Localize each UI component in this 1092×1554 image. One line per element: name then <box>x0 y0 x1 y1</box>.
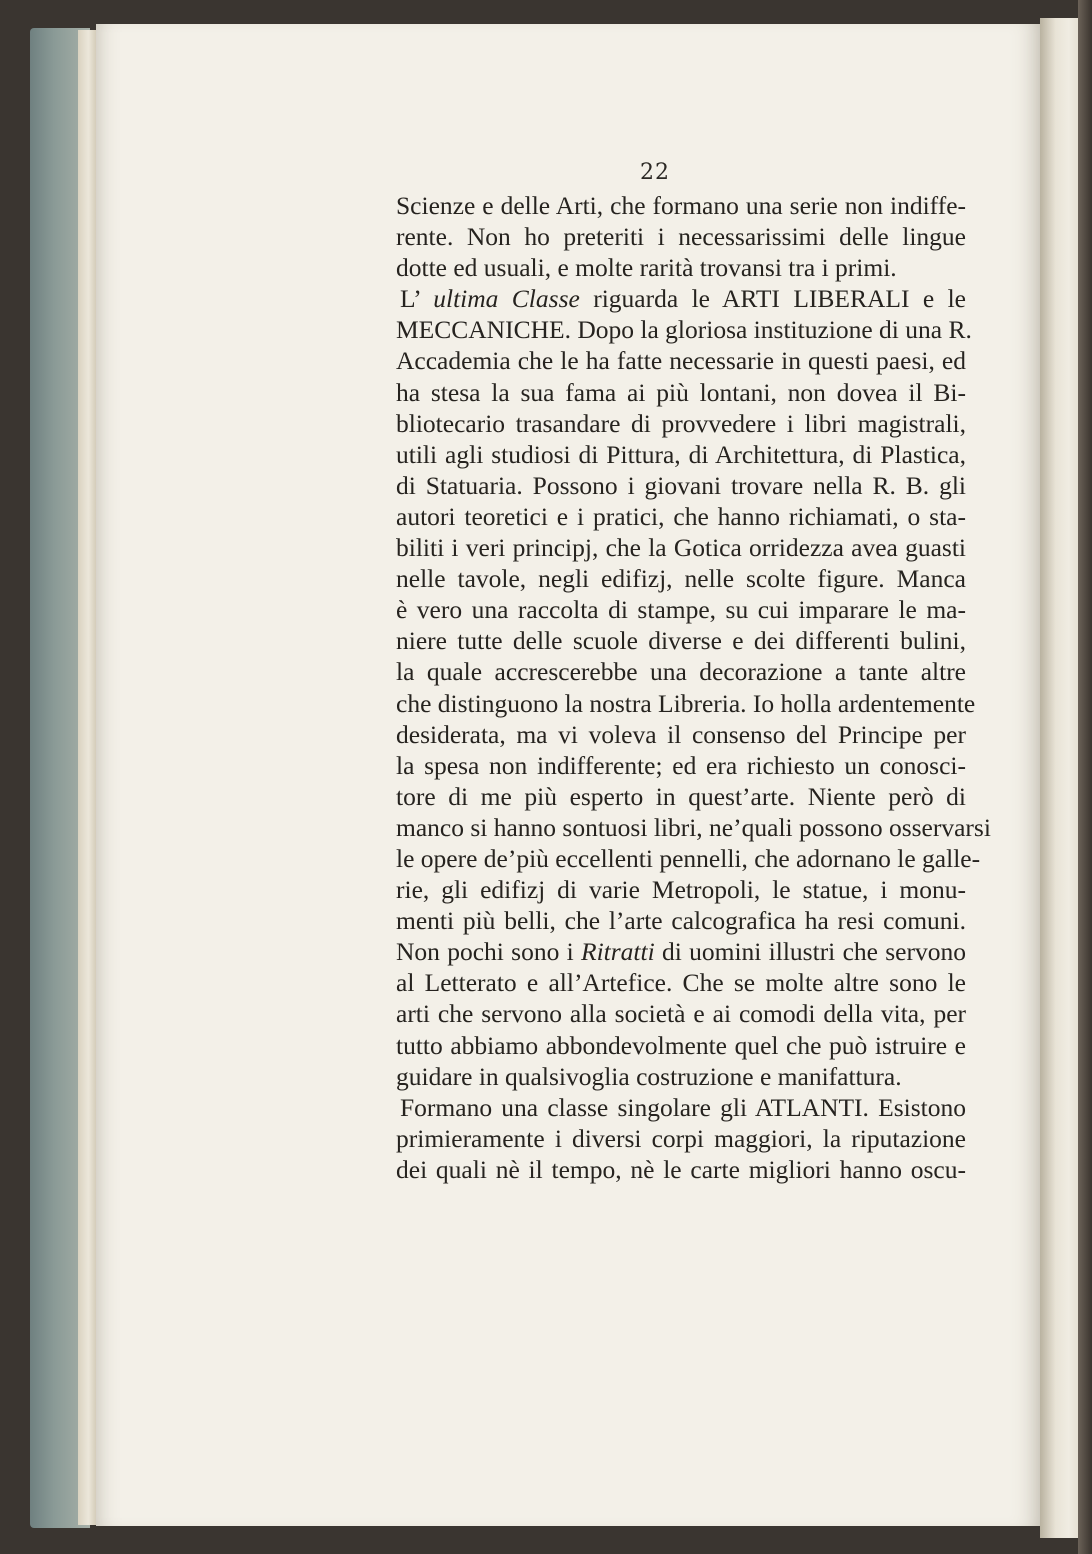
text-line: guidare in qualsivoglia costruzione e manifattura. <box>396 1061 902 1091</box>
text-segment: L’ <box>400 284 434 314</box>
text-line: ha stesa la sua fama ai più lontani, non dovea il Bi- <box>396 377 966 407</box>
text-line: bliotecario trasandare di provvedere i libri magistrali, <box>396 408 966 438</box>
text-line: tutto abbiamo abbondevolmente quel che può istruire e <box>396 1030 966 1060</box>
text-segment: riguarda le ARTI LIBERALI e le <box>579 284 966 314</box>
text-line <box>396 936 966 967</box>
text-line: desiderata, ma vi voleva il consenso del Principe per <box>396 719 966 749</box>
text-line: che distinguono la nostra Libreria. Io holla ardentemente <box>396 688 976 718</box>
text-line: di Statuaria. Possono i giovani trovare nella R. B. gli <box>396 470 966 500</box>
text-line: manco si hanno sontuosi libri, ne’quali possono osservarsi <box>396 812 991 842</box>
text-line: le opere de’più eccellenti pennelli, che adornano le galle- <box>396 843 981 873</box>
text-line: rente. Non ho preteriti i necessarissimi delle lingue <box>396 222 966 252</box>
text-line: biliti i veri principj, che la Gotica orridezza avea guasti <box>396 533 966 563</box>
text-line: la quale accrescerebbe una decorazione a tante altre <box>396 657 966 687</box>
page-number: 22 <box>640 160 670 185</box>
text-line: rie, gli edifizj di varie Metropoli, le statue, i monu- <box>396 875 966 905</box>
text-line: MECCANICHE. Dopo la gloriosa instituzione di una R. <box>396 315 972 345</box>
text-line: la spesa non indifferente; ed era richiesto un conosci- <box>396 750 966 780</box>
text-line: Accademia che le ha fatte necessarie in questi paesi, ed <box>396 346 966 376</box>
text-line: nelle tavole, negli edifizj, nelle scolte figure. Manca <box>396 564 966 594</box>
text-line: Formano una classe singolare gli ATLANTI. Esistono <box>400 1092 966 1122</box>
text-line: utili agli studiosi di Pittura, di Architettura, di Plastica, <box>396 439 966 469</box>
text-line: tore di me più esperto in quest’arte. Niente però di <box>396 781 966 811</box>
binding-shadow <box>1078 0 1092 1554</box>
text-line: Scienze e delle Arti, che formano una serie non indiffe- <box>396 191 966 220</box>
text-line: primieramente i diversi corpi maggiori, la riputazione <box>396 1123 966 1153</box>
italic-text: Ritratti <box>581 937 655 967</box>
text-line: è vero una raccolta di stampe, su cui imparare le ma- <box>396 595 966 625</box>
text-line: arti che servono alla società e ai comodi della vita, per <box>396 999 966 1029</box>
text-line: niere tutte delle scuole diverse e dei differenti bulini, <box>396 626 966 656</box>
text-line: autori teoretici e i pratici, che hanno richiamati, o sta- <box>396 501 966 531</box>
italic-text: ultima Classe <box>433 284 580 314</box>
text-line: menti più belli, che l’arte calcografica ha resi comuni. <box>396 906 966 936</box>
text-line: dei quali nè il tempo, nè le carte migliori hanno oscu- <box>396 1154 966 1184</box>
text-line: al Letterato e all’Artefice. Che se molte altre sono le <box>396 968 966 998</box>
text-segment: di uomini illustri che servono <box>654 937 966 967</box>
text-line: dotte ed usuali, e molte rarità trovansi tra i primi. <box>396 253 897 283</box>
text-segment: Non pochi sono i <box>396 937 582 967</box>
text-line <box>396 283 966 314</box>
body-text <box>396 190 991 1185</box>
